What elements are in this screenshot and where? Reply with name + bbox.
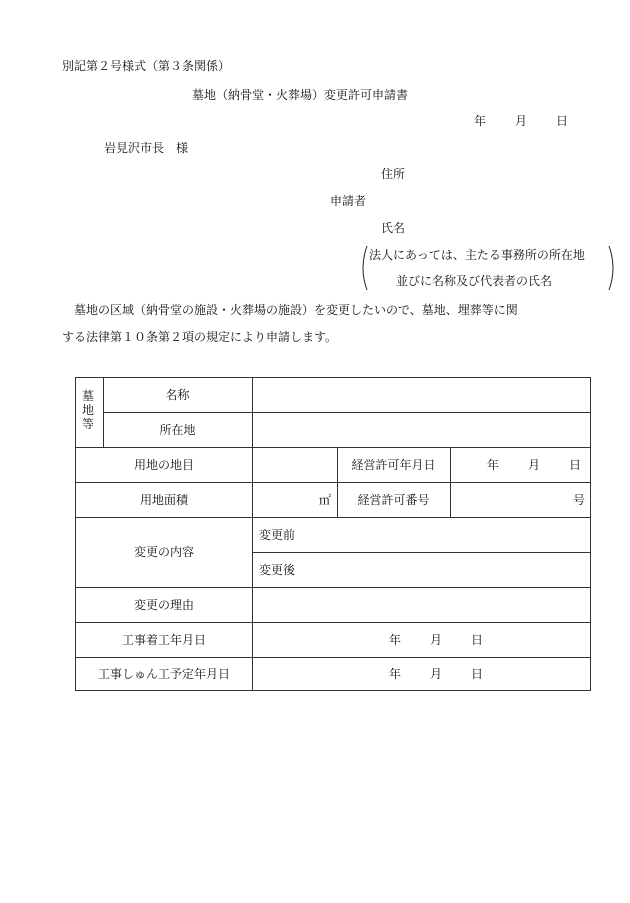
application-table bbox=[75, 377, 591, 691]
table-rule bbox=[76, 482, 591, 483]
name-label: 名称 bbox=[165, 388, 190, 402]
change-content-label: 変更の内容 bbox=[133, 545, 194, 559]
table-rule bbox=[252, 552, 591, 553]
land-area-label: 用地面積 bbox=[139, 493, 188, 507]
table-rule bbox=[76, 622, 591, 623]
construction-end-label: 工事しゅん工予定年月日 bbox=[97, 667, 230, 681]
group-label-char: 地 bbox=[82, 403, 95, 417]
addressee: 岩見沢市長 様 bbox=[104, 141, 189, 155]
table-rule bbox=[76, 657, 591, 658]
construction-start-label: 工事着工年月日 bbox=[121, 633, 206, 647]
land-category-field[interactable] bbox=[253, 448, 337, 482]
construction-start-year: 年 bbox=[389, 633, 402, 647]
body-text-line2: する法律第１０条第２項の規定により申請します。 bbox=[62, 330, 338, 344]
license-date-day: 日 bbox=[569, 458, 582, 472]
form-number: 別記第２号様式（第３条関係） bbox=[62, 59, 231, 73]
form-title: 墓地（納骨堂・火葬場）変更許可申請書 bbox=[192, 88, 409, 102]
address-label: 住所 bbox=[381, 167, 406, 181]
name-field[interactable] bbox=[253, 379, 591, 412]
license-date-label: 経営許可年月日 bbox=[351, 458, 436, 472]
group-label-char: 等 bbox=[82, 417, 95, 431]
construction-start-month: 月 bbox=[430, 633, 443, 647]
construction-end-day: 日 bbox=[471, 667, 484, 681]
corporate-note-line2: 並びに名称及び代表者の氏名 bbox=[396, 274, 553, 288]
license-number-unit: 号 bbox=[573, 493, 586, 507]
date-day-label: 日 bbox=[556, 114, 569, 128]
construction-end-year: 年 bbox=[389, 667, 402, 681]
change-reason-field[interactable] bbox=[253, 588, 591, 622]
name-label: 氏名 bbox=[381, 221, 406, 235]
location-label: 所在地 bbox=[159, 423, 196, 437]
body-text-line1: 墓地の区域（納骨堂の施設・火葬場の施設）を変更したいので、墓地、埋葬等に関 bbox=[74, 303, 518, 317]
before-change-label: 変更前 bbox=[259, 528, 296, 542]
left-parenthesis-icon bbox=[357, 244, 369, 292]
date-year-label: 年 bbox=[474, 114, 487, 128]
change-reason-label: 変更の理由 bbox=[133, 598, 194, 612]
land-area-unit: ㎡ bbox=[319, 493, 332, 507]
license-number-label: 経営許可番号 bbox=[357, 493, 430, 507]
license-date-month: 月 bbox=[528, 458, 541, 472]
after-change-label: 変更後 bbox=[259, 563, 296, 577]
applicant-label: 申請者 bbox=[330, 194, 367, 208]
construction-start-day: 日 bbox=[471, 633, 484, 647]
corporate-note-line1: 法人にあっては、主たる事務所の所在地 bbox=[369, 248, 585, 262]
construction-end-month: 月 bbox=[430, 667, 443, 681]
table-rule bbox=[76, 517, 591, 518]
location-field[interactable] bbox=[253, 413, 591, 447]
date-month-label: 月 bbox=[515, 114, 528, 128]
land-category-label: 用地の地目 bbox=[133, 458, 194, 472]
right-parenthesis-icon bbox=[607, 244, 619, 292]
license-date-year: 年 bbox=[487, 458, 500, 472]
table-rule bbox=[450, 447, 451, 517]
group-label-char: 墓 bbox=[82, 389, 95, 403]
